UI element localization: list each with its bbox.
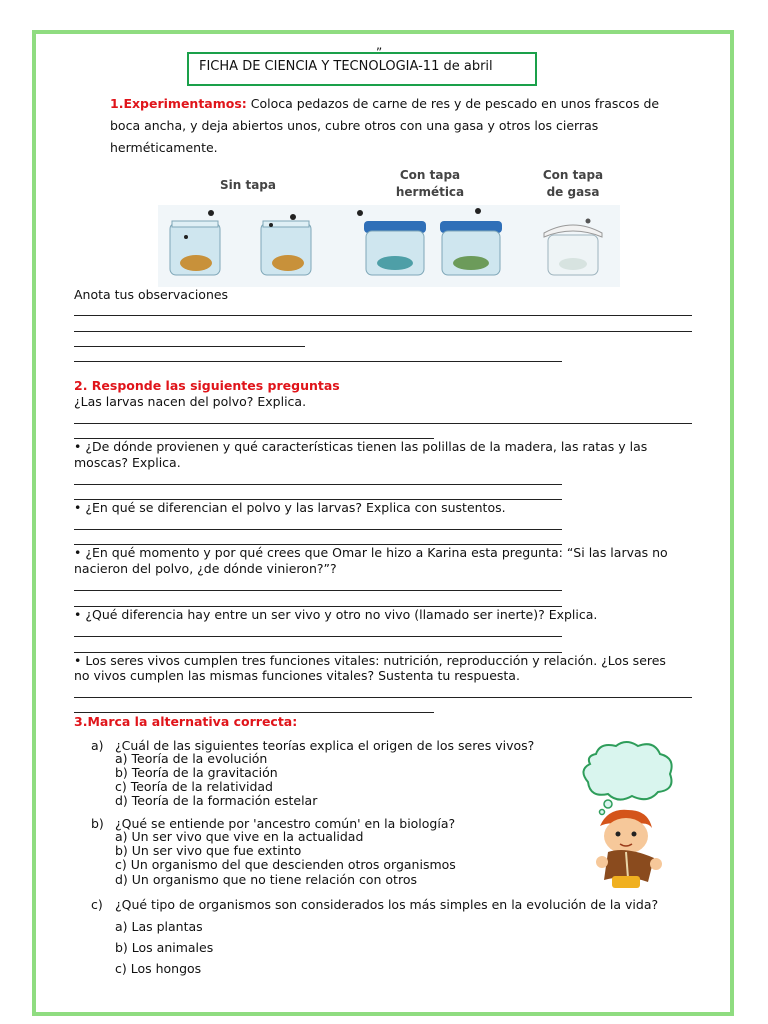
question-a-option-d: d) Teoría de la formación estelar: [115, 793, 318, 808]
question-3: • ¿En qué se diferencian el polvo y las larvas? Explica con sustentos.: [74, 500, 506, 515]
question-c-text: ¿Qué tipo de organismos son considerados los más simples en la evolución de la vida?: [115, 897, 659, 912]
label-gasa-line2: de gasa: [546, 185, 600, 199]
answer-line: [74, 331, 692, 332]
section2-heading: 2. Responde las siguientes preguntas: [74, 378, 340, 393]
question-4-line1: • ¿En qué momento y por qué crees que Omar le hizo a Karina esta pregunta: “Si las larvas no: [74, 545, 668, 560]
question-a-text: ¿Cuál de las siguientes teorías explica el origen de los seres vivos?: [115, 738, 535, 753]
answer-line: [74, 529, 562, 530]
question-5: • ¿Qué diferencia hay entre un ser vivo y otro no vivo (llamado ser inerte)? Explica.: [74, 607, 598, 622]
question-c-option-a: a) Las plantas: [115, 919, 203, 934]
answer-line: [74, 697, 692, 698]
title-box: [187, 52, 537, 86]
thought-cloud: [583, 742, 671, 815]
label-sin-tapa: Sin tapa: [220, 178, 276, 192]
observaciones-label: Anota tus observaciones: [74, 287, 229, 302]
question-2-line2: moscas? Explica.: [74, 455, 181, 470]
section1-text-line3: herméticamente.: [110, 140, 218, 155]
question-a-option-b: b) Teoría de la gravitación: [115, 765, 278, 780]
boy-figure: [596, 810, 662, 888]
experiment-illustration: [158, 165, 620, 290]
question-b-option-a: a) Un ser vivo que vive en la actualidad: [115, 829, 364, 844]
section1-text-line1-body: Coloca pedazos de carne de res y de pescado en unos frascos de: [246, 96, 660, 111]
question-b-text: ¿Qué se entiende por 'ancestro común' en la biología?: [115, 816, 456, 831]
question-6-line1: • Los seres vivos cumplen tres funciones vitales: nutrición, reproducción y relación. ¿Los seres: [74, 653, 666, 668]
section1-text-line2: boca ancha, y deja abiertos unos, cubre otros con una gasa y otros los cierras: [110, 118, 599, 133]
question-b-marker: b): [91, 816, 104, 831]
answer-line: [74, 315, 692, 316]
question-a-marker: a): [91, 738, 104, 753]
answer-line: [74, 423, 692, 424]
answer-line: [74, 484, 562, 485]
section1-heading: 1.Experimentamos:: [110, 96, 247, 111]
question-c-option-b: b) Los animales: [115, 940, 214, 955]
question-b-option-d: d) Un organismo que no tiene relación con otros: [115, 872, 417, 887]
question-a-option-a: a) Teoría de la evolución: [115, 751, 268, 766]
question-2-line1: • ¿De dónde provienen y qué características tienen las polillas de la madera, las ratas y las: [74, 439, 648, 454]
question-a-option-c: c) Teoría de la relatividad: [115, 779, 273, 794]
question-c-option-c: c) Los hongos: [115, 961, 202, 976]
question-c-marker: c): [91, 897, 103, 912]
answer-line: [74, 361, 562, 362]
question-b-option-c: c) Un organismo del que descienden otros organismos: [115, 857, 456, 872]
question-4-line2: nacieron del polvo, ¿de dónde vinieron?”?: [74, 561, 337, 576]
label-hermetica-line2: hermética: [395, 185, 465, 199]
question-b-option-b: b) Un ser vivo que fue extinto: [115, 843, 302, 858]
section1-text-line1: [110, 93, 659, 115]
question-6-line2: no vivos cumplen las mismas funciones vitales? Sustenta tu respuesta.: [74, 668, 520, 683]
question-1: ¿Las larvas nacen del polvo? Explica.: [74, 394, 307, 409]
quote-mark: „: [376, 38, 383, 52]
answer-line: [74, 590, 562, 591]
boy-reading-illustration: [578, 740, 682, 890]
answer-line: [74, 346, 305, 347]
open-jar-2: [261, 214, 311, 275]
label-gasa-line1: Con tapa: [542, 168, 604, 182]
answer-line: [74, 712, 434, 713]
section3-heading: 3.Marca la alternativa correcta:: [74, 714, 298, 729]
page-title: FICHA DE CIENCIA Y TECNOLOGIA-11 de abril: [199, 59, 493, 74]
answer-line: [74, 636, 562, 637]
label-hermetica-line1: Con tapa: [399, 168, 461, 182]
